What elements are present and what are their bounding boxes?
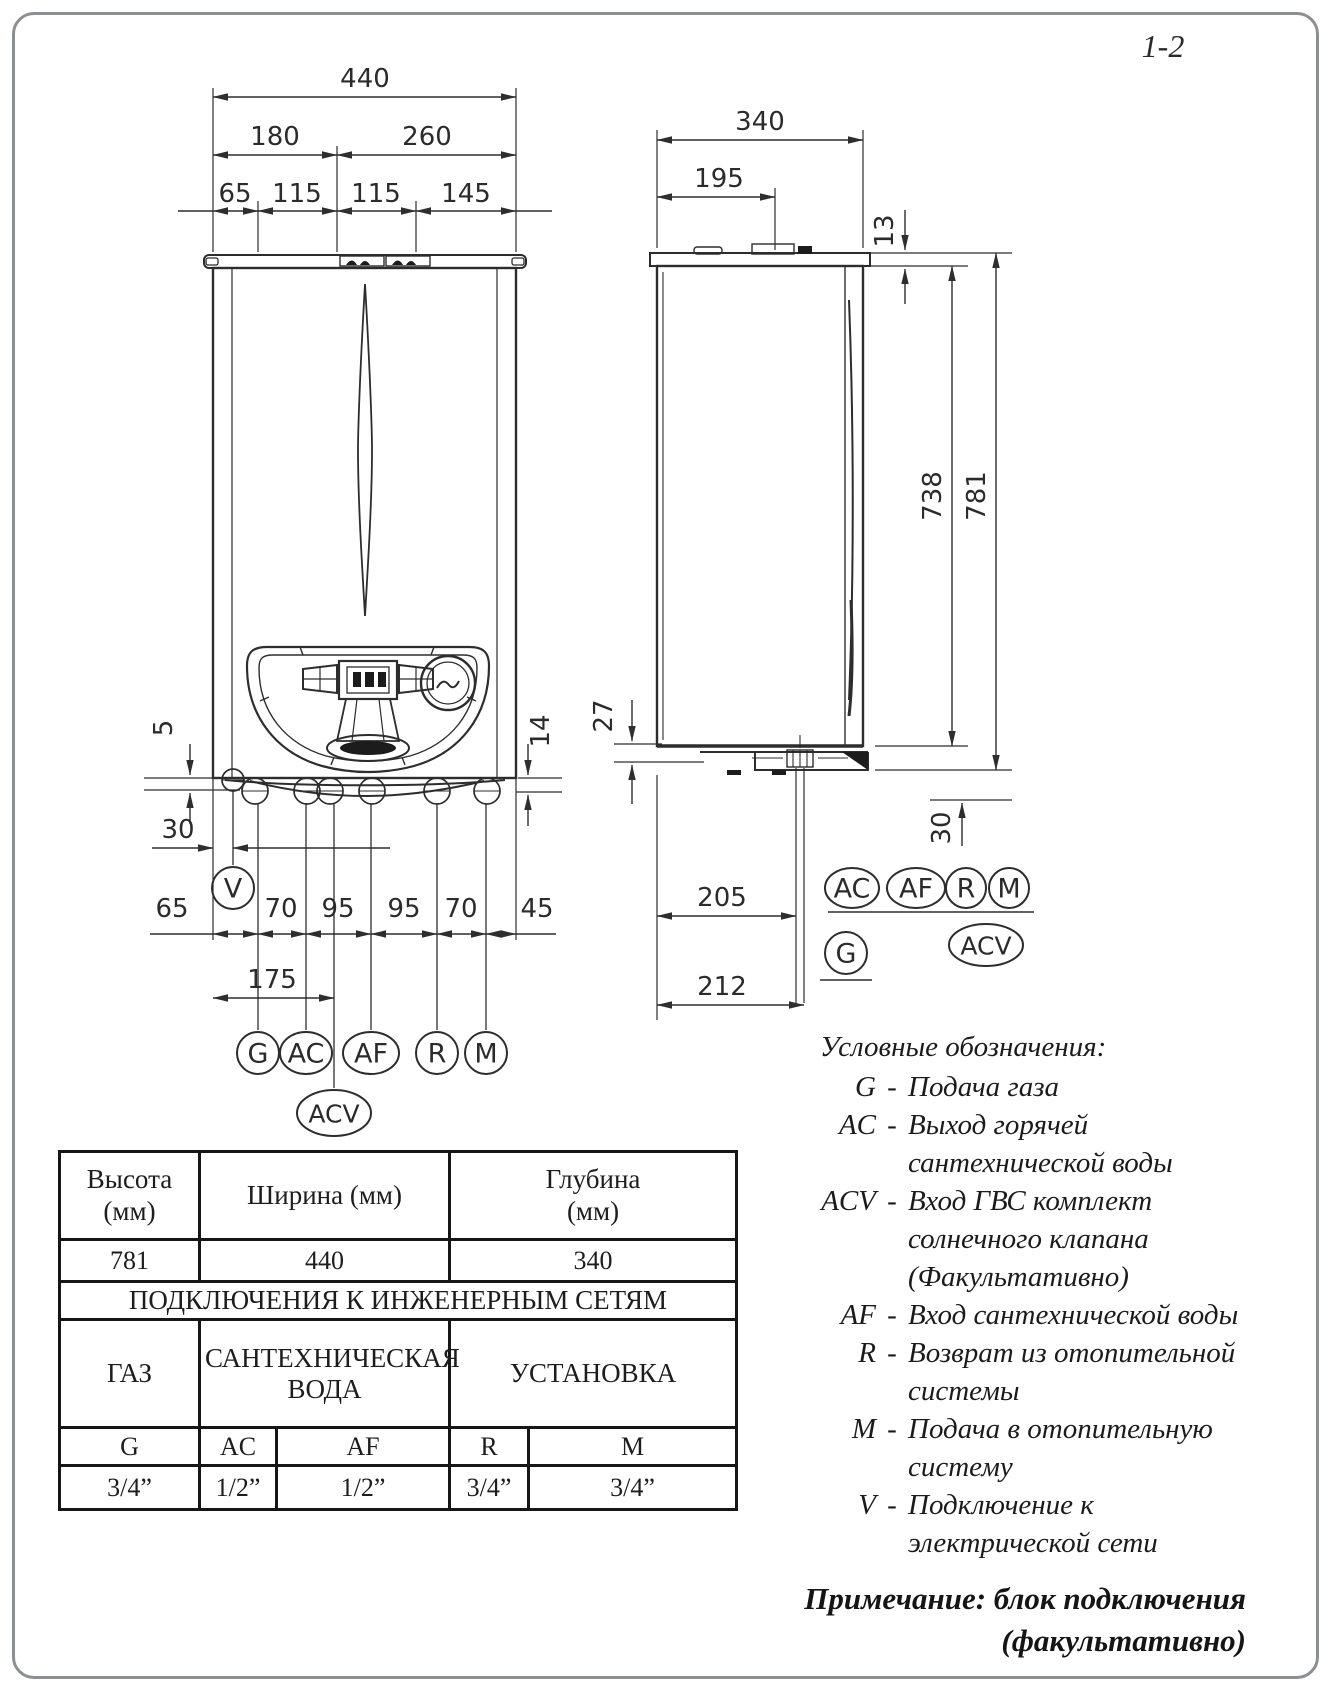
dim-738: 738 [918, 471, 948, 521]
size-m: 3/4” [529, 1466, 737, 1510]
dim-781: 781 [962, 471, 992, 521]
conn-label-af-front: AF [353, 1038, 389, 1070]
legend-desc-ac: Выход горячей сантехнической воды [908, 1109, 1173, 1179]
size-af: 1/2” [277, 1466, 450, 1510]
size-ac: 1/2” [200, 1466, 277, 1510]
boiler-body-side [650, 244, 870, 746]
dim-30-front: 30 [161, 815, 195, 845]
value-height: 781 [60, 1240, 200, 1282]
legend-key-ac: AC [838, 1109, 876, 1141]
display [339, 661, 397, 699]
col-header-height: Высота (мм) [60, 1152, 200, 1240]
dim-340: 340 [735, 107, 785, 137]
letter-ac: AC [200, 1428, 277, 1466]
dim-145: 145 [441, 179, 491, 209]
group-install: УСТАНОВКА [450, 1320, 737, 1428]
dim-260: 260 [402, 122, 452, 152]
dim-95-b: 95 [387, 894, 421, 924]
letter-g: G [60, 1428, 200, 1466]
dim-13: 13 [870, 214, 900, 248]
hydraulic-manifold [222, 769, 505, 804]
footnote-line2: (факультативно) [1001, 1623, 1246, 1658]
letter-m: M [529, 1428, 737, 1466]
legend-key-m: M [851, 1413, 876, 1445]
dim-14: 14 [526, 714, 556, 748]
legend-desc-af: Вход сантехнической воды [908, 1299, 1239, 1331]
boiler-body-front [213, 268, 516, 778]
connections-title: ПОДКЛЮЧЕНИЯ К ИНЖЕНЕРНЫМ СЕТЯМ [60, 1282, 737, 1320]
dim-175: 175 [247, 965, 297, 995]
size-g: 3/4” [60, 1466, 200, 1510]
mounting-bracket [700, 752, 868, 775]
conn-label-ac-side: AC [833, 873, 871, 905]
legend-dash: - [887, 1185, 897, 1217]
conn-label-v: V [223, 873, 243, 905]
dim-65-top: 65 [218, 179, 252, 209]
control-panel [247, 647, 489, 772]
group-gas: ГАЗ [60, 1320, 200, 1428]
dim-30-side: 30 [927, 811, 957, 845]
conn-label-m-front: M [474, 1038, 498, 1070]
front-view [144, 64, 562, 1136]
col-header-depth: Глубина (мм) [450, 1152, 737, 1240]
conn-label-acv-front: ACV [308, 1099, 360, 1129]
legend [758, 1028, 1270, 1562]
footnote-line1: Примечание: блок подключения [804, 1581, 1246, 1616]
panel-slot [327, 735, 409, 761]
col-header-width: Ширина (мм) [200, 1152, 450, 1240]
side-view [589, 107, 1034, 1020]
legend-key-acv: ACV [821, 1185, 876, 1217]
dim-212: 212 [697, 972, 747, 1002]
pressure-gauge-icon [421, 656, 475, 710]
conn-label-g-front: G [247, 1038, 269, 1070]
dim-115-b: 115 [351, 179, 401, 209]
legend-title: Условные обозначения: [820, 1031, 1107, 1063]
dim-95-a: 95 [321, 894, 355, 924]
dim-205: 205 [697, 883, 747, 913]
gas-fitting [752, 735, 848, 1003]
legend-desc-m: Подача в отопительную систему [908, 1413, 1213, 1483]
dim-440: 440 [340, 64, 390, 94]
value-width: 440 [200, 1240, 450, 1282]
dim-180: 180 [250, 122, 300, 152]
legend-key-af: AF [840, 1299, 876, 1331]
dim-195: 195 [694, 164, 744, 194]
dim-5: 5 [149, 719, 179, 737]
legend-dash: - [887, 1109, 897, 1141]
legend-desc-r: Возврат из отопительной системы [908, 1337, 1236, 1407]
legend-dash: - [887, 1299, 897, 1331]
conn-label-acv-side: ACV [960, 931, 1012, 961]
conn-label-g-side: G [835, 938, 857, 970]
letter-r: R [450, 1428, 529, 1466]
dim-70-b: 70 [444, 894, 478, 924]
legend-dash: - [887, 1413, 897, 1445]
dim-65-bottom: 65 [155, 894, 189, 924]
conn-label-m-side: M [997, 873, 1021, 905]
dim-45: 45 [520, 894, 554, 924]
letter-af: AF [277, 1428, 450, 1466]
page-number: 1-2 [1141, 28, 1185, 64]
legend-key-r: R [858, 1337, 876, 1369]
conn-label-ac-front: AC [287, 1038, 325, 1070]
conn-label-r-front: R [427, 1038, 447, 1070]
value-depth: 340 [450, 1240, 737, 1282]
dim-27: 27 [589, 699, 619, 733]
legend-desc-acv: Вход ГВС комплект солнечного клапана (Факультативно) [908, 1185, 1153, 1293]
legend-key-v: V [858, 1489, 876, 1521]
conn-label-af-side: AF [898, 873, 934, 905]
dim-70-a: 70 [264, 894, 298, 924]
dimensions-table [58, 1150, 738, 1511]
legend-desc-g: Подача газа [908, 1071, 1060, 1103]
legend-desc-v: Подключение к электрической сети [908, 1489, 1158, 1559]
legend-key-g: G [855, 1071, 876, 1103]
size-r: 3/4” [450, 1466, 529, 1510]
boiler-top-cap [204, 255, 526, 268]
legend-dash: - [887, 1071, 897, 1103]
legend-dash: - [887, 1337, 897, 1369]
footnote [626, 1578, 1246, 1662]
dim-115-a: 115 [272, 179, 322, 209]
conn-label-r-side: R [956, 873, 976, 905]
legend-dash: - [887, 1489, 897, 1521]
group-water: САНТЕХНИЧЕСКАЯ ВОДА [200, 1320, 450, 1428]
